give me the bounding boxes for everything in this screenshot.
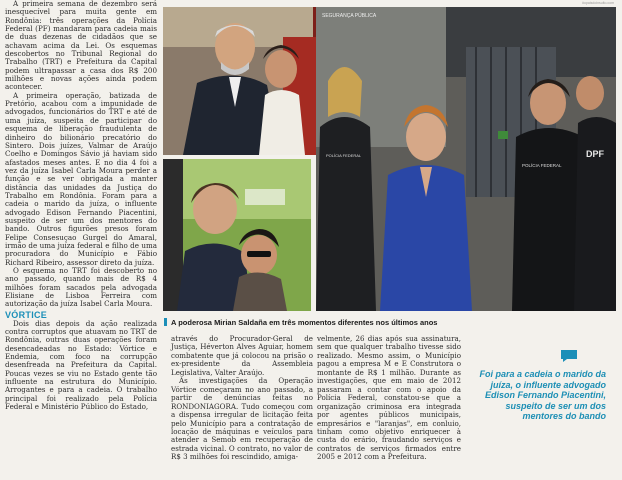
caption-text: A poderosa Mirian Saldaña em três momentos diferentes nos últimos anos xyxy=(171,318,438,327)
paragraph: através do Procurador-Geral de Justiça, Héverton Alves Aguiar, homem combatente que já colocou na prisão o ex-presidente da Assembleia Legislativa, Valter Araújo. xyxy=(171,334,313,377)
agency-badge: DPF xyxy=(586,149,604,159)
photo-two-women xyxy=(163,159,311,311)
paragraph: Dois dias depois da ação realizada contra corruptos que atuavam no TRT de Rondônia, outras duas operações foram desencadeadas no Estado: Vórtice e Endemia, com foco na corrupção desenfreada na Prefeitura da Capital. Poucas vezes se viu no Estado gente tão influente na estrutura do Município. Arrogantes e para a cadeia. O trabalho principal foi realizado pela Polícia Federal e Ministério Público do Estado, xyxy=(5,318,157,412)
section-heading: VÓRTICE xyxy=(5,309,48,320)
photo-arrest xyxy=(316,7,616,311)
pull-quote-text: Foi para a cadeia o marido da juíza, o influente advogado Edison Fernando Piacentini, suspeito de ser um dos mentores do bando xyxy=(479,369,606,422)
article-column-3 xyxy=(317,335,461,462)
site-watermark: #opaisdoinsulto.com xyxy=(582,1,614,5)
paragraph: velmente, 26 dias após sua assinatura, sem que qualquer trabalho tivesse sido realizado. Mesmo assim, o Município pagou a empresa M e E Construtora o montante de R$ 1 milhão. Durante as investigações, que em maio de 2012 passaram a contar com o apoio da Polícia Federal, constatou-se que a organização criminosa era integrada por agentes públicos municipais, empresários e "laranjas", em conluio, tinham como objetivo enriquecer à custa do erário, fraudando serviços e contratos de serviços firmados entre 2005 e 2012 com a Prefeitura. xyxy=(317,334,461,462)
photo-caption xyxy=(164,318,437,327)
shirt-label-left: POLÍCIA FEDERAL xyxy=(326,153,362,158)
paragraph: O esquema no TRT foi descoberto no ano passado, quando mais de R$ 4 milhões foram sacados pela advogada Elisiane de Lisboa Ferreira com autorização da juíza Isabel Carla Moura. xyxy=(5,266,157,309)
speech-bubble-icon xyxy=(560,349,578,363)
caption-marker xyxy=(164,318,167,326)
paragraph: A primeira operação, batizada de Pretório, acabou com a impunidade de advogados, funcionários do TRT e até de uma juíza, suspeita de participar do esquema de liberação fraudulenta de dinheiro do bilionário precatório do Sintero. Dois juízes, Valmar de Araújo Coelho e Domingos Sávio já haviam sido afastados meses antes. E no dia 4 foi a vez da juíza Isabel Carla Moura perder a função e se ver obrigada a manter distância das unidades da Justiça do Trabalho em Rondônia. Foram para a cadeia o marido da juíza, o influente advogado Edison Fernando Piacentini, suspeito de ser um dos mentores do bando. Outros figurões presos foram Felipe Consesuçao Gurgel do Amaral, irmão de uma juíza federal e filho de uma procuradora do Município e Fábio Richard Ribeiro, assessor direto da juíza. xyxy=(5,90,157,267)
paragraph: A primeira semana de dezembro será inesquecível para muita gente em Rondônia: três operações da Polícia Federal (PF) mandaram para cadeia mais de duas dezenas de cidadãos que se achavam acima da Lei. Os esquemas descobertos no Tribunal Regional do Trabalho (TRT) e Prefeitura da Capital podem ultrapassar a casa dos R$ 200 milhões e novas ações ainda podem acontecer. xyxy=(5,0,157,92)
shirt-label-right: POLÍCIA FEDERAL xyxy=(522,163,562,168)
photo-collage xyxy=(163,7,616,311)
van-label: SEGURANÇA PÚBLICA xyxy=(322,13,377,19)
paragraph: As investigações da Operação Vórtice começaram no ano passado, a partir de denúncias feitas no RONDONIAGORA. Tudo começou com a dispensa irregular de licitação feita pelo Município para a contratação de locação de máquinas e veículos para atender a Semob em recuperação de estrada vicinal. O contrato, no valor de R$ 3 milhões foi rescindido, amiga- xyxy=(171,376,313,462)
article-column-1 xyxy=(5,0,157,412)
article-column-2 xyxy=(171,335,313,462)
